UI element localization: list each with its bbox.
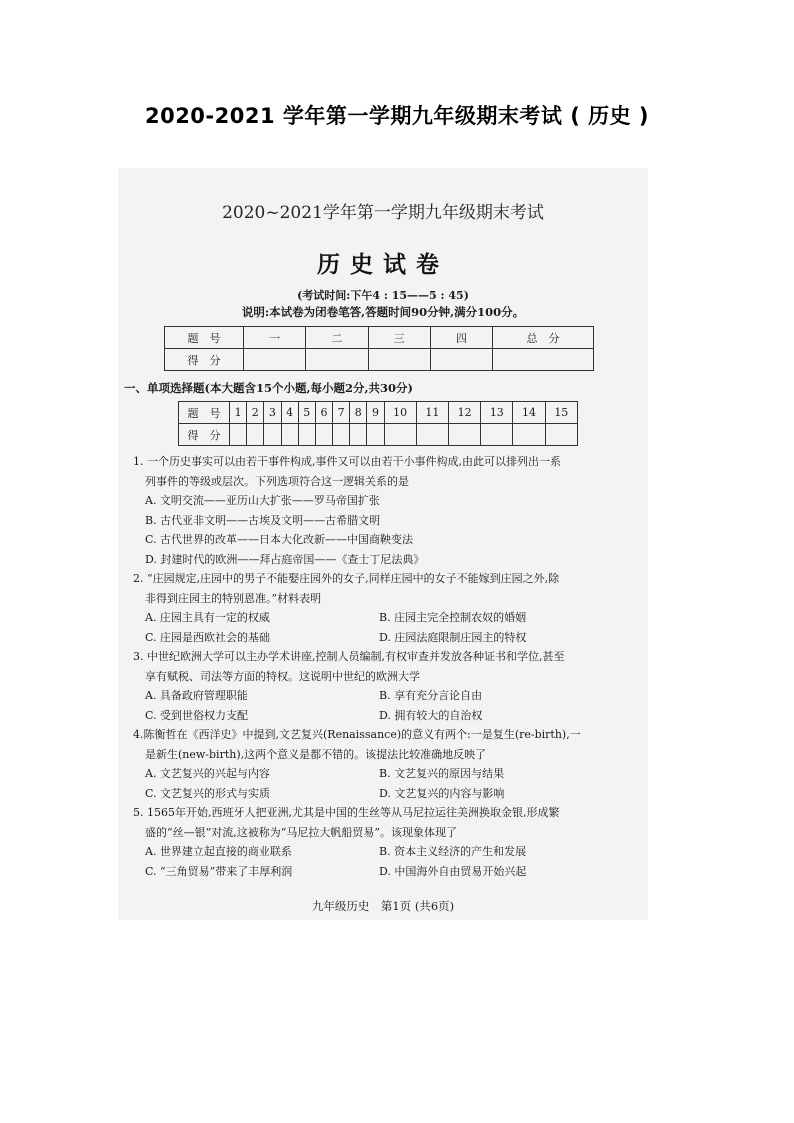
answer-option: D. 封建时代的欧洲——拜占庭帝国——《查士丁尼法典》: [145, 552, 425, 566]
answer-option: A. 文艺复兴的兴起与内容: [145, 767, 270, 780]
score-row-label: 得 分: [165, 349, 244, 371]
choice-score-cell: [513, 424, 545, 446]
choice-score-cell: [264, 424, 281, 446]
choice-header-label: 题 号: [179, 402, 230, 424]
choice-number-cell: 13: [481, 402, 513, 424]
choice-number-cell: 8: [350, 402, 367, 424]
answer-option-row: [133, 608, 628, 628]
question-stem-continued: 享有赋税、司法等方面的特权。这说明中世纪的欧洲大学: [145, 669, 420, 683]
choice-number-cell: 15: [545, 402, 577, 424]
score-header-cell: 题 号: [165, 327, 244, 349]
subject-title: 历史试卷: [317, 252, 449, 278]
answer-option: C. 庄园是西欧社会的基础: [145, 630, 271, 644]
score-cell: [430, 349, 492, 371]
choice-answer-table: [178, 401, 578, 446]
choice-number-cell: 11: [416, 402, 448, 424]
choice-number-cell: 1: [230, 402, 247, 424]
choice-number-cell: 9: [367, 402, 384, 424]
answer-option: A. 具备政府管理职能: [145, 689, 248, 702]
answer-option: B. 资本主义经济的产生和发展: [379, 845, 527, 858]
answer-option: A. 文明交流——亚历山大扩张——罗马帝国扩张: [145, 494, 380, 507]
choice-row-label: 得 分: [179, 424, 230, 446]
score-header-cell: 一: [244, 327, 306, 349]
answer-option: B. 古代亚非文明——古埃及文明——古希腊文明: [145, 513, 381, 527]
answer-option: B. 享有充分言论自由: [379, 689, 483, 702]
score-cell: [244, 349, 306, 371]
score-header-cell: 总 分: [493, 327, 594, 349]
question-stem: 4.陈衡哲在《西洋史》中提到,文艺复兴(Renaissance)的意义有两个:一是复生(re-birth),一: [133, 728, 581, 741]
choice-number-cell: 7: [333, 402, 350, 424]
question-stem-continued: 非得到庄园主的特别恩准。”材料表明: [145, 591, 322, 605]
question-stem-continued: 盛的“丝—银”对流,这被称为“马尼拉大帆船贸易”。该现象体现了: [145, 825, 457, 839]
choice-score-cell: [384, 424, 416, 446]
answer-option: A. 庄园主具有一定的权威: [145, 611, 270, 624]
choice-number-cell: 4: [281, 402, 298, 424]
page-title: 2020-2021 学年第一学期九年级期末考试 ( 历史 ): [144, 104, 650, 128]
question-stem: 1. 一个历史事实可以由若干事件构成,事件又可以由若干小事件构成,由此可以排列出一系: [133, 455, 561, 468]
question-stem-continued: 列事件的等级或层次。下列选项符合这一逻辑关系的是: [145, 474, 409, 488]
answer-option-row: [133, 706, 628, 726]
answer-option-row: [133, 784, 628, 804]
score-table-score-row: [165, 349, 594, 371]
exam-title: 2020~2021学年第一学期九年级期末考试: [222, 203, 544, 223]
choice-score-cell: [367, 424, 384, 446]
answer-option: D. 文艺复兴的内容与影响: [379, 786, 505, 800]
score-header-cell: 二: [306, 327, 368, 349]
choice-number-cell: 14: [513, 402, 545, 424]
question-stem: 3. 中世纪欧洲大学可以主办学术讲座,控制人员编制,有权审查并发放各种证书和学位,甚至: [133, 650, 565, 663]
page-footer: 九年级历史 第1页 (共6页): [311, 899, 455, 913]
score-cell: [306, 349, 368, 371]
question-item: [133, 452, 628, 569]
question-item: [133, 569, 628, 647]
answer-option: A. 世界建立起直接的商业联系: [145, 845, 292, 858]
choice-number-cell: 6: [315, 402, 332, 424]
choice-score-cell: [315, 424, 332, 446]
choice-score-cell: [281, 424, 298, 446]
score-cell: [368, 349, 430, 371]
answer-option: C. 古代世界的改革——日本大化改新——中国商鞅变法: [145, 533, 414, 546]
answer-option-row: [133, 686, 628, 706]
answer-option: B. 庄园主完全控制农奴的婚姻: [379, 611, 527, 624]
choice-score-cell: [545, 424, 577, 446]
score-table-header-row: [165, 327, 594, 349]
exam-instructions: 说明:本试卷为闭卷笔答,答题时间90分钟,满分100分。: [241, 305, 525, 319]
score-header-cell: 四: [430, 327, 492, 349]
choice-score-cell: [350, 424, 367, 446]
answer-option: D. 庄园法庭限制庄园主的特权: [379, 630, 527, 644]
answer-option-row: [133, 842, 628, 862]
choice-number-cell: 10: [384, 402, 416, 424]
score-table: [164, 326, 594, 371]
answer-option: B. 文艺复兴的原因与结果: [379, 767, 505, 780]
choice-score-cell: [333, 424, 350, 446]
score-header-cell: 三: [368, 327, 430, 349]
choice-score-cell: [481, 424, 513, 446]
answer-option-row: [133, 764, 628, 784]
choice-number-cell: 3: [264, 402, 281, 424]
answer-option: C. 受到世俗权力支配: [145, 708, 249, 722]
answer-option-row: [133, 628, 628, 648]
exam-time: (考试时间:下午4 : 15——5 : 45): [297, 289, 469, 302]
choice-number-row: [179, 402, 578, 424]
choice-number-cell: 12: [448, 402, 480, 424]
choice-score-cell: [298, 424, 315, 446]
question-item: [133, 803, 628, 881]
choice-number-cell: 2: [247, 402, 264, 424]
question-stem-continued: 是新生(new-birth),这两个意义是都不错的。该提法比较准确地反映了: [145, 747, 487, 761]
choice-score-cell: [416, 424, 448, 446]
choice-score-cell: [230, 424, 247, 446]
answer-option-row: [133, 862, 628, 882]
choice-number-cell: 5: [298, 402, 315, 424]
answer-option: D. 拥有较大的自治权: [379, 708, 483, 722]
question-item: [133, 725, 628, 803]
choice-score-cell: [448, 424, 480, 446]
question-stem: 2. “庄园规定,庄园中的男子不能娶庄园外的女子,同样庄园中的女子不能嫁到庄园之外,除: [133, 572, 560, 585]
question-item: [133, 647, 628, 725]
answer-option: C. 文艺复兴的形式与实质: [145, 786, 271, 800]
score-cell: [493, 349, 594, 371]
answer-option: C. “三角贸易”带来了丰厚利润: [145, 864, 293, 878]
choice-score-row: [179, 424, 578, 446]
choice-score-cell: [247, 424, 264, 446]
answer-option: D. 中国海外自由贸易开始兴起: [379, 864, 527, 878]
question-stem: 5. 1565年开始,西班牙人把亚洲,尤其是中国的生丝等从马尼拉运往美洲换取金银,形成繁: [133, 806, 560, 819]
section-heading: 一、单项选择题(本大题含15个小题,每小题2分,共30分): [124, 381, 413, 395]
question-list: [133, 452, 628, 881]
